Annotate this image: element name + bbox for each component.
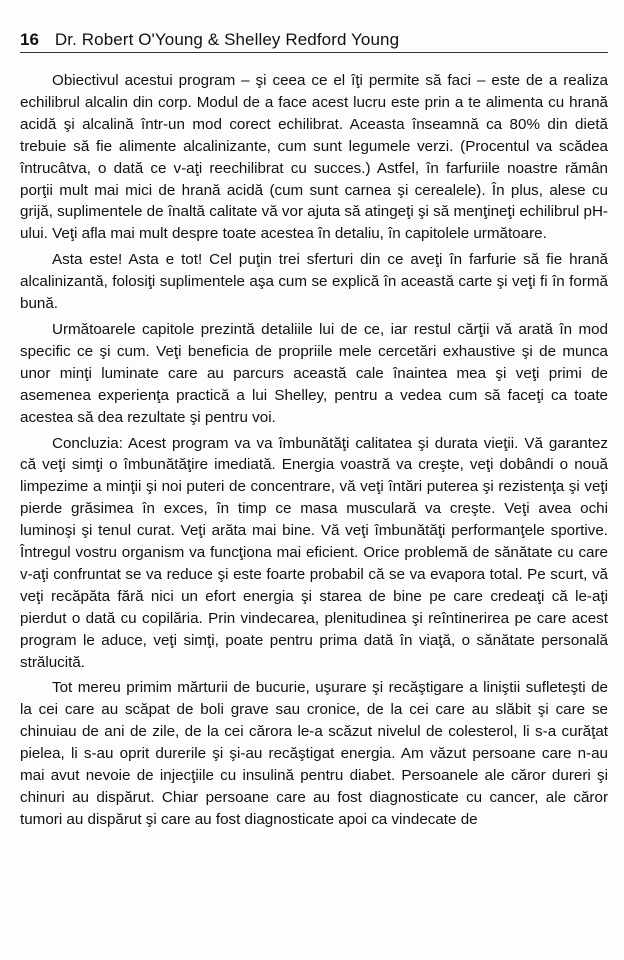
running-title: Dr. Robert O'Young & Shelley Redford Young: [54, 30, 400, 49]
running-header: [20, 30, 608, 53]
page-number: 16: [20, 30, 39, 49]
paragraph-testimonials: Tot mereu primim mărturii de bucurie, uşurare şi recăştigare a liniştii sufleteşti de la cei care au scăpat de boli grave sau cronice, de la cei care au slăbit şi care se chinuiau de ani de zile, de la cei cărora le-a scăzut nivelul de colesterol, li s-a curăţat pielea, li s-au oprit durerile şi şi-au recăştigat energia. Am văzut persoane care n-au mai avut nevoie de injecţiile cu insulină pentru diabet. Persoanele ale căror dureri şi chinuri au dispărut. Chiar persoane care au fost diagnosticate cu cancer, ale căror tumori au dispărut şi care au fost diagnosticate apoi ca vindecate de: [20, 679, 608, 828]
body-text: [20, 70, 608, 831]
paragraph-summary: Asta este! Asta e tot! Cel puţin trei sferturi din ce aveţi în farfurie să fie hrană alcalinizantă, folosiţi suplimentele aşa cum se explică în această carte şi veţi fi în formă bună.: [20, 251, 608, 313]
paragraph-conclusion: Concluzia: Acest program va va îmbunătăţi calitatea şi durata vieţii. Vă garantez că veţi simţi o îmbunătăţire imediată. Energia voastră va creşte, veţi dobândi o nouă limpezime a minţii şi noi puteri de concentrare, vă veţi întări puterea şi rezistenţa şi veţi pierde grăsimea în exces, în timp ce masa musculară va creşte. Veţi avea ochi luminoşi şi tenul curat. Veţi arăta mai bine. Vă veţi îmbunătăţi performanţele sportive. Întregul vostru organism va funcţiona mai eficient. Orice problemă de sănătate cu care v-aţi confruntat se va reduce şi este foarte probabil că se va evapora total. Pe scurt, vă veţi recăpăta fără nici un efort energia şi starea de bine pe care credeaţi că le-aţi pierdut o dată cu copilăria. Prin vindecarea, plenitudinea şi reîntinerirea pe care acest program le aduce, veţi simţi, poate pentru prima dată în viaţă, o sănătate personală strălucită.: [20, 434, 608, 671]
paragraph-next-chapters: Următoarele capitole prezintă detaliile lui de ce, iar restul cărţii vă arată în mod specific ce şi cum. Veţi beneficia de propriile mele cercetări exhaustive şi de munca unor minţi luminate care au parcurs această cale înaintea mea şi veţi primi de asemenea experienţa practică a lui Shelley, pentru a vedea cum să faceţi ca toate acestea să dea rezultate şi pentru voi.: [20, 320, 608, 426]
paragraph-objective: Obiectivul acestui program – şi ceea ce el îţi permite să faci – este de a realiza echilibrul alcalin din corp. Modul de a face acest lucru este prin a te alimenta cu hrană acidă şi alcalină într-un mod corect echilibrat. Aceasta înseamnă ca 80% din dietă trebuie să fie alimente alcalinizante, cum sunt legumele verzi. (Procentul va scădea întrucâtva, o dată ce v-aţi reechilibrat cu succes.) Astfel, în farfuriile noastre rămân porţii mult mai mici de hrană acidă (cum sunt carnea şi cerealele). În plus, alese cu grijă, suplimentele de înaltă calitate vă vor ajuta să atingeţi şi să menţineţi echilibrul pH-ului. Veţi afla mai mult despre toate acestea în detaliu, în capitolele următoare.: [20, 72, 608, 243]
